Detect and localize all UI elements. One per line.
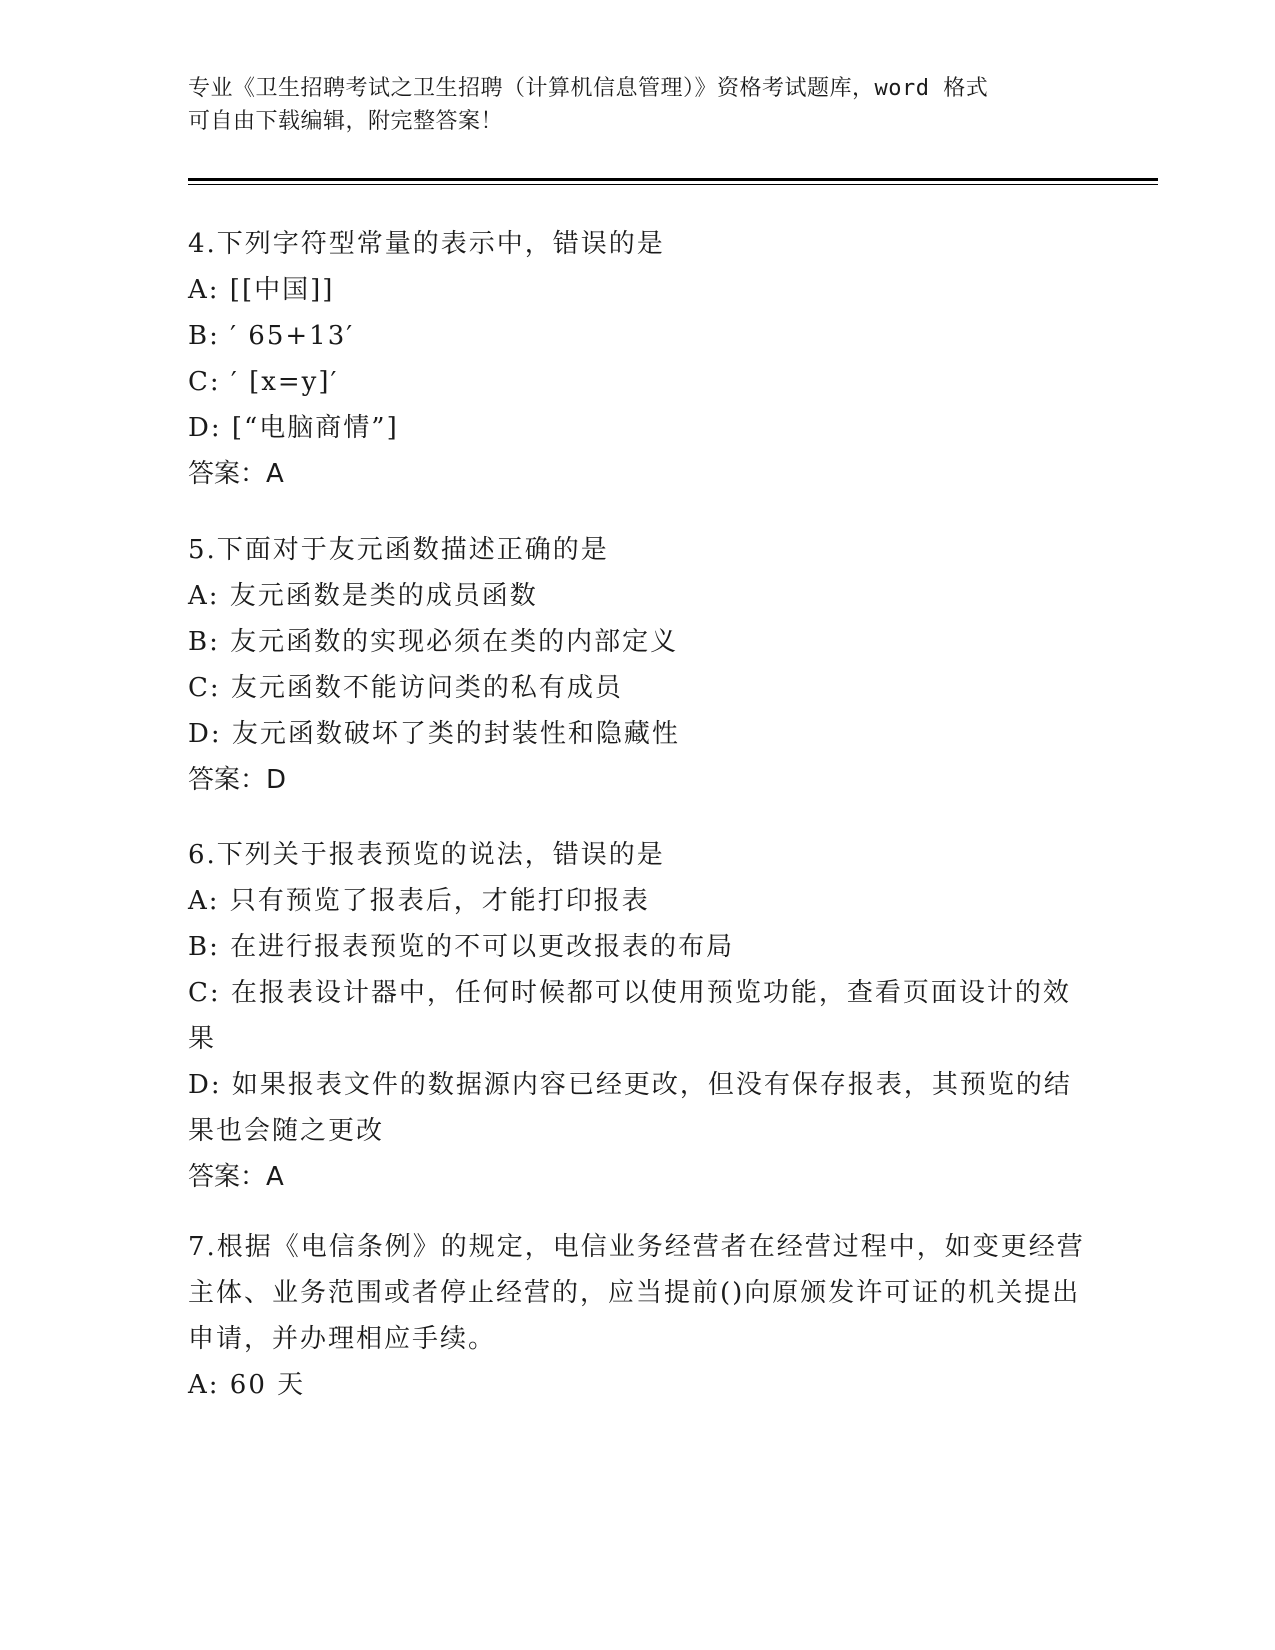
header-line-2: 可自由下载编辑，附完整答案！: [188, 109, 504, 134]
question-stem: 5.下面对于友元函数描述正确的是: [188, 535, 609, 565]
option-c: C: 友元函数不能访问类的私有成员: [188, 673, 623, 703]
option-b: B: 友元函数的实现必须在类的内部定义: [188, 627, 679, 657]
option-c: C: ′ [x=y]′: [188, 367, 339, 397]
option-d: D: [“电脑商情”]: [188, 413, 399, 443]
option-a: A: 友元函数是类的成员函数: [188, 581, 538, 611]
question-5: [188, 527, 1088, 803]
question-stem: 4.下列字符型常量的表示中，错误的是: [188, 229, 665, 259]
header-line-1: 专业《卫生招聘考试之卫生招聘（计算机信息管理）》资格考试题库，word 格式: [188, 76, 989, 101]
option-c: C: 在报表设计器中，任何时候都可以使用预览功能，查看页面设计的效果: [188, 978, 1071, 1054]
answer-label: 答案：D: [188, 765, 287, 795]
option-d: D: 如果报表文件的数据源内容已经更改，但没有保存报表，其预览的结果也会随之更改: [188, 1070, 1072, 1146]
option-b: B: ′ 65+13′: [188, 321, 355, 351]
option-a: A: 只有预览了报表后，才能打印报表: [188, 886, 650, 916]
option-d: D: 友元函数破坏了类的封装性和隐藏性: [188, 719, 680, 749]
option-b: B: 在进行报表预览的不可以更改报表的布局: [188, 932, 735, 962]
header-rule-thin: [188, 184, 1158, 185]
question-stem: 7.根据《电信条例》的规定，电信业务经营者在经营过程中，如变更经营主体、业务范围或者停止经营的，应当提前()向原颁发许可证的机关提出申请，并办理相应手续。: [188, 1232, 1085, 1354]
header-rule-thick: [188, 178, 1158, 181]
question-stem: 6.下列关于报表预览的说法，错误的是: [188, 840, 665, 870]
option-a: A: 60 天: [188, 1370, 306, 1400]
question-7: [188, 1224, 1088, 1408]
answer-label: 答案：A: [188, 1162, 284, 1192]
document-header: [188, 72, 1088, 138]
option-a: A: [[中国]]: [188, 275, 335, 305]
answer-label: 答案：A: [188, 459, 284, 489]
question-6: [188, 832, 1088, 1200]
question-4: [188, 221, 1088, 497]
